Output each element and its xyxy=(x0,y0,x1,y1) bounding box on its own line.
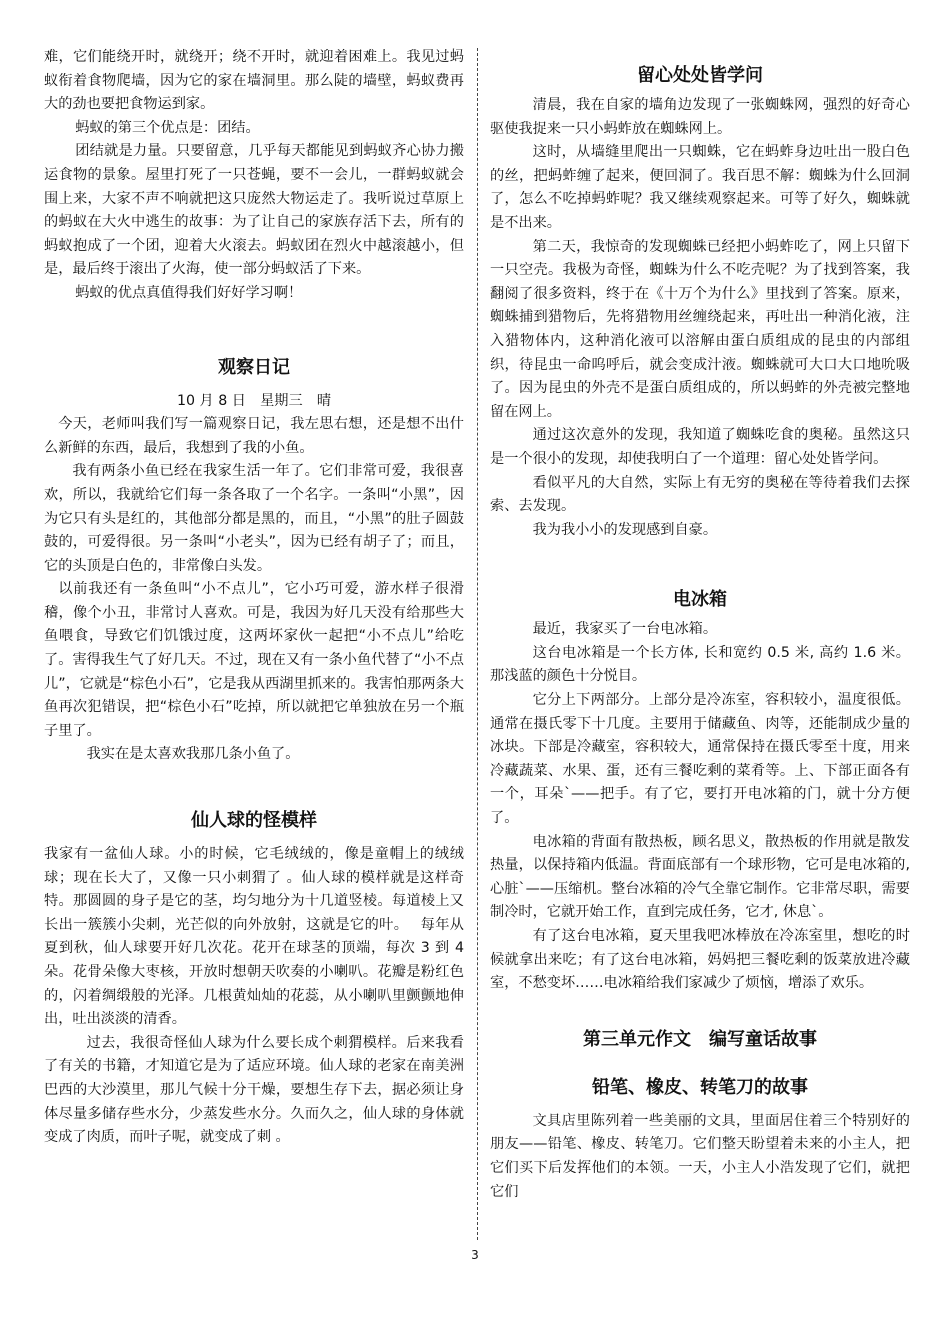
page-number: 3 xyxy=(471,1248,479,1262)
pencil-story xyxy=(490,1074,910,1204)
paragraph: 第二天，我惊奇的发现蜘蛛已经把小蚂蚱吃了，网上只留下一只空壳。我极为奇怪，蜘蛛为什么不吃壳呢？为了找到答案，我翻阅了很多资料，终于在《十万个为什么》里找到了答案。原来，蜘蛛捕到猎物后，先将猎物用丝缠绕起来，再吐出一种消化液，注入猎物体内，这种消化液可以溶解由蛋白质组成的昆虫的内部组织，待昆虫一命呜呼后，就会变成汁液。蜘蛛就可大口大口地吮吸了。因为昆虫的外壳不是蛋白质组成的，所以蚂蚱的外壳被完整地留在网上。 xyxy=(490,238,910,420)
paragraph: 这台电冰箱是一个长方体, 长和宽约 0.5 米, 高约 1.6 米。那浅蓝的颜色十分悦目。 xyxy=(490,644,910,685)
paragraph: 最近，我家买了一台电冰箱。 xyxy=(532,621,718,638)
essay-title: 观察日记 xyxy=(218,356,290,378)
essay-title: 留心处处皆学问 xyxy=(637,65,763,86)
paragraph: 我有两条小鱼已经在我家生活一年了。它们非常可爱，我很喜欢，所以，我就给它们每一条各取了一个名字。一条叫“小黑”，因为它只有头是红的，其他部分都是黑的，而且，“小黑”的肚子圆鼓鼓的，可爱得很。另一条叫“小老头”，因为已经有胡子了；而且，它的头顶是白色的，非常像白头发。 xyxy=(44,463,464,574)
column-divider xyxy=(477,48,478,1240)
paragraph: 这时，从墙缝里爬出一只蜘蛛，它在蚂蚱身边吐出一股白色的丝，把蚂蚱缠了起来，便回洞了。我百思不解：蜘蛛为什么回洞了，怎么不吃掉蚂蚱呢？我又继续观察起来。可等了好久，蜘蛛就是不出来。 xyxy=(490,144,910,231)
paragraph: 过去，我很奇怪仙人球为什么要长成个刺猬模样。后来我看了有关的书籍，才知道它是为了适应环境。仙人球的老家在南美洲巴西的大沙漠里，那儿气候十分干燥，要想生存下去，据必须让身体尽量多储存些水分，少蒸发些水分。久而久之，仙人球的身体就变成了肉质，而叶子呢，就变成了刺 。 xyxy=(44,1034,464,1146)
paragraph: 文具店里陈列着一些美丽的文具，里面居住着三个特别好的朋友——铅笔、橡皮、转笔刀。它们整天盼望着未来的小主人，把它们买下后发挥他们的本领。一天，小主人小浩发现了它们，就把它们 xyxy=(490,1112,910,1200)
essay-title: 仙人球的怪模样 xyxy=(191,810,317,832)
unit-three-heading xyxy=(490,1026,910,1054)
observation-diary xyxy=(44,354,464,768)
diary-date: 10 月 8 日 星期三 晴 xyxy=(176,392,332,409)
left-column xyxy=(44,46,464,1150)
unit-title: 第三单元作文 编写童话故事 xyxy=(583,1028,817,1050)
paragraph: 以前我还有一条鱼叫“小不点儿”，它小巧可爱，游水样子很滑稽，像个小丑，非常讨人喜欢。可是，我因为好几天没有给那些大鱼喂食，导致它们饥饿过度，这两坏家伙一起把“小不点儿”给吃了。害得我生气了好几天。不过，现在又有一条小鱼代替了“小不点儿”，它就是“棕色小石”，它是我从西湖里抓来的。我害怕那两条大鱼再次犯错误，把“棕色小石”吃掉，所以就把它单独放在另一个瓶子里了。 xyxy=(44,581,464,739)
paragraph: 我家有一盆仙人球。小的时候，它毛绒绒的，像是童帽上的绒绒球；现在长大了，又像一只小刺猬了 。仙人球的模样就是这样奇特。那圆圆的身子是它的茎，均匀地分为十几道竖棱。每道棱上又长出一簇簇小尖刺，光芒似的向外放射，这就是它的叶。 每年从夏到秋，仙人球要开好几次花。花开在球茎的顶端，每次 3 到 4 朵。花骨朵像大枣核，开放时想朝天吹奏的小喇叭。花瓣是粉红色的，闪着绸缎般的光泽。几根黄灿灿的花蕊，从小喇叭里颤颤地伸出，吐出淡淡的清香。 xyxy=(44,846,464,1028)
paragraph: 电冰箱的背面有散热板，顾名思义，散热板的作用就是散发热量，以保持箱内低温。背面底部有一个球形物，它可是电冰箱的, 心脏`——压缩机。整台冰箱的冷气全靠它制作。它非常尽职，需要制冷时，它就开始工作，直到完成任务，它才, 休息`。 xyxy=(490,833,910,921)
essay-title: 电冰箱 xyxy=(673,589,727,611)
essay-title: 铅笔、橡皮、转笔刀的故事 xyxy=(592,1076,808,1098)
paragraph: 蚂蚁的优点真值得我们好好学习啊！ xyxy=(75,284,303,301)
paragraph: 看似平凡的大自然，实际上有无穷的奥秘在等待着我们去探索、去发现。 xyxy=(490,474,910,515)
cactus-essay xyxy=(44,807,464,1150)
paragraph: 团结就是力量。只要留意，几乎每天都能见到蚂蚁齐心协力搬运食物的景象。屋里打死了一只苍蝇，要不一会儿，一群蚂蚁就会围上来，大家不声不响就把这只庞然大物运走了。我听说过草原上的蚂蚁在大火中逃生的故事：为了让自己的家族存活下去，所有的蚂蚁抱成了一个团，迎着大火滚去。蚂蚁团在烈火中越滚越小，但是，最后终于滚出了火海，使一部分蚂蚁活了下来。 xyxy=(44,143,464,278)
paragraph: 通过这次意外的发现，我知道了蜘蛛吃食的奥秘。虽然这只是一个很小的发现，却使我明白了一个道理：留心处处皆学问。 xyxy=(490,427,910,467)
paragraph: 今天，老师叫我们写一篇观察日记，我左思右想，还是想不出什么新鲜的东西，最后，我想到了我的小鱼。 xyxy=(44,416,464,456)
ant-essay-continuation xyxy=(44,46,464,306)
fridge-essay xyxy=(490,586,910,996)
paragraph: 我实在是太喜欢我那几条小鱼了。 xyxy=(86,746,300,763)
paragraph: 我为我小小的发现感到自豪。 xyxy=(532,521,718,538)
paragraph: 蚂蚁的第三个优点是：团结。 xyxy=(75,119,260,136)
paragraph: 它分上下两部分。上部分是冷冻室，容积较小，温度很低。通常在摄氏零下十几度。主要用于储藏鱼、肉等，还能制成少量的冰块。下部是冷藏室，容积较大，通常保持在摄氏零至十度，用来冷藏蔬菜、水果、蛋，还有三餐吃剩的菜肴等。上、下部正面各有一个，耳朵`——把手。有了它，要打开电冰箱的门，就十分方便了。 xyxy=(490,692,910,827)
right-column xyxy=(490,62,910,1204)
paragraph: 难，它们能绕开时，就绕开；绕不开时，就迎着困难上。我见过蚂蚁衔着食物爬墙，因为它的家在墙洞里。那么陡的墙壁，蚂蚁费再大的劲也要把食物运到家。 xyxy=(44,49,464,113)
paragraph: 有了这台电冰箱，夏天里我吧冰棒放在冷冻室里，想吃的时候就拿出来吃；有了这台电冰箱，妈妈把三餐吃剩的饭菜放进冷藏室，不愁变坏……电冰箱给我们家减少了烦恼，增添了欢乐。 xyxy=(490,928,910,992)
paragraph: 清晨，我在自家的墙角边发现了一张蜘蛛网，强烈的好奇心驱使我捉来一只小蚂蚱放在蜘蛛网上。 xyxy=(490,97,910,137)
spider-essay xyxy=(490,62,910,542)
